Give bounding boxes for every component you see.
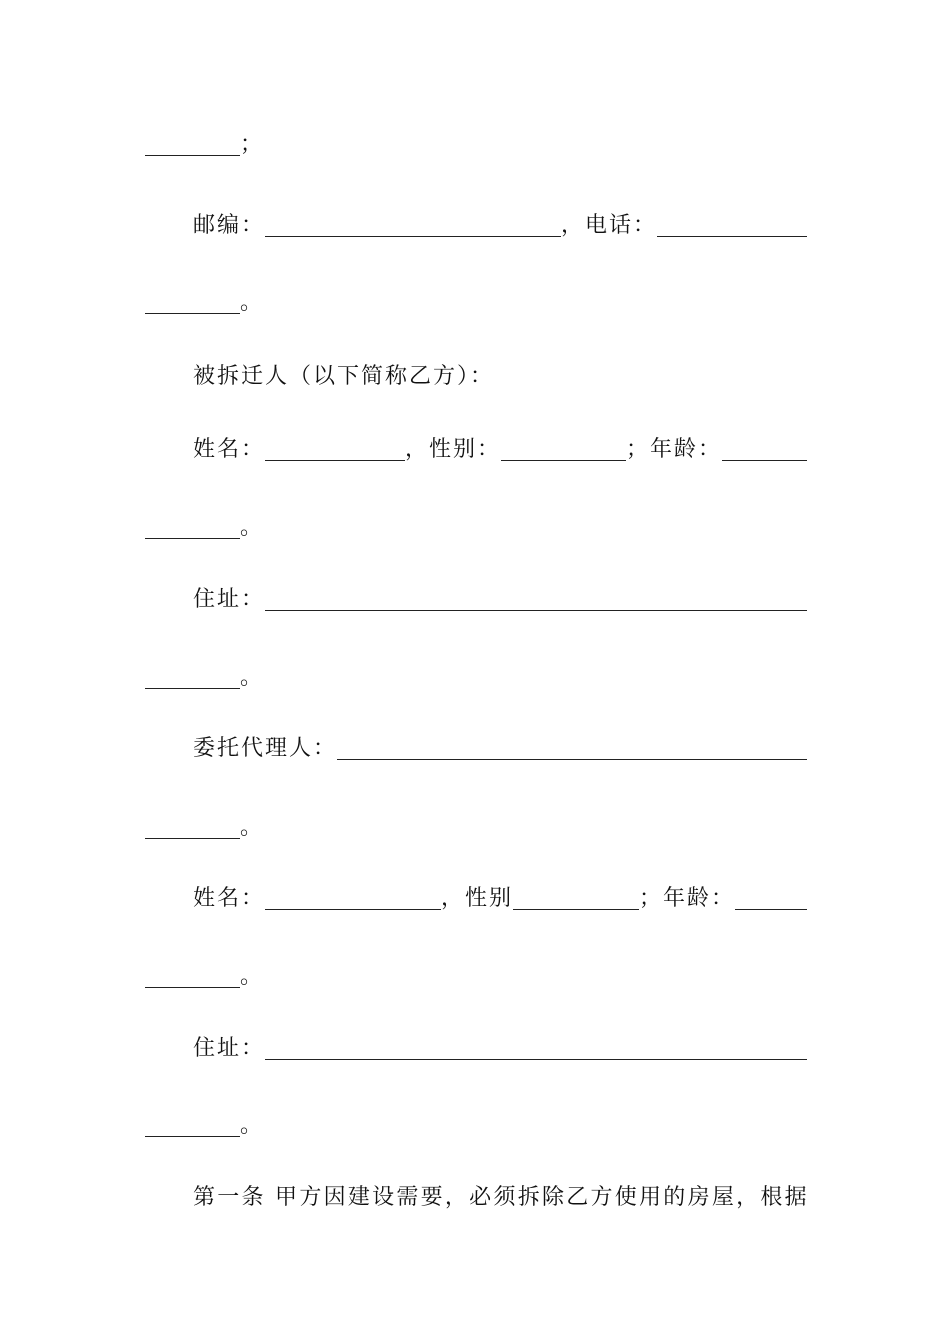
article-one-char: 乙: [566, 1185, 589, 1210]
article-one-char: 用: [639, 1185, 662, 1210]
blank-line-semicolon: [145, 127, 807, 163]
agent-field[interactable]: [337, 735, 807, 760]
article-one-char: 一: [217, 1185, 240, 1210]
gender-label: ，性别: [441, 886, 514, 911]
address-label: 住址：: [193, 587, 266, 612]
article-one-char: 甲: [275, 1185, 298, 1210]
blank-field[interactable]: [145, 963, 240, 988]
line-end-punct: 。: [240, 515, 263, 540]
address-label: 住址：: [193, 1036, 266, 1061]
article-one-char: ，: [736, 1185, 759, 1210]
agent-address-line: [193, 1031, 807, 1067]
blank-line-end: [145, 510, 807, 546]
gender-field[interactable]: [501, 436, 626, 461]
article-one-char: 方: [590, 1185, 613, 1210]
age-label: ；年龄：: [639, 886, 736, 911]
blank-field[interactable]: [145, 131, 240, 156]
age-field[interactable]: [722, 436, 807, 461]
line-end-punct: 。: [240, 1113, 263, 1138]
article-one-line: [193, 1180, 807, 1216]
article-one-char: 使: [614, 1185, 637, 1210]
agent-line: [193, 731, 807, 767]
address-field[interactable]: [265, 586, 807, 611]
blank-field[interactable]: [145, 814, 240, 839]
name-label: 姓名：: [193, 437, 266, 462]
blank-line-end: [145, 810, 807, 846]
blank-line-end: [145, 285, 807, 321]
line-end-punct: 。: [240, 964, 263, 989]
line-end-punct: 。: [240, 665, 263, 690]
article-one-char: 的: [663, 1185, 686, 1210]
article-one-char: 拆: [517, 1185, 540, 1210]
gender-label: ，性别：: [405, 437, 502, 462]
phone-label: ，电话：: [561, 213, 658, 238]
agent-name-gender-age-line: [193, 881, 807, 917]
postcode-field[interactable]: [265, 212, 561, 237]
article-one-char: 根: [760, 1185, 783, 1210]
blank-field[interactable]: [145, 289, 240, 314]
article-one-char: ，: [444, 1185, 467, 1210]
article-one-char: 要: [420, 1185, 443, 1210]
postcode-phone-line: [193, 208, 807, 244]
agent-label: 委托代理人：: [193, 736, 338, 761]
relocatee-address-line: [193, 582, 807, 618]
line-end-punct: 。: [240, 815, 263, 840]
article-one-char: 设: [372, 1185, 395, 1210]
relocatee-name-gender-age-line: [193, 432, 807, 468]
article-one-char: 据: [784, 1185, 807, 1210]
article-one-char: 须: [493, 1185, 516, 1210]
age-field[interactable]: [735, 885, 807, 910]
article-one-text: [193, 1180, 807, 1216]
blank-field[interactable]: [145, 664, 240, 689]
blank-field[interactable]: [145, 514, 240, 539]
article-one-char: 条: [241, 1185, 264, 1210]
name-label: 姓名：: [193, 886, 266, 911]
line-end-punct: ；: [240, 132, 263, 157]
phone-field[interactable]: [657, 212, 807, 237]
article-one-char: 除: [541, 1185, 564, 1210]
article-one-char: 必: [469, 1185, 492, 1210]
postcode-label: 邮编：: [193, 213, 266, 238]
article-one-char: 第: [193, 1185, 216, 1210]
address-field[interactable]: [265, 1035, 807, 1060]
article-one-char: 因: [323, 1185, 346, 1210]
article-one-char: 屋: [711, 1185, 734, 1210]
blank-line-end: [145, 660, 807, 696]
line-end-punct: 。: [240, 290, 263, 315]
blank-field[interactable]: [145, 1112, 240, 1137]
age-label: ；年龄：: [626, 437, 723, 462]
gender-field[interactable]: [513, 885, 639, 910]
blank-line-end: [145, 1108, 807, 1144]
article-one-char: 房: [687, 1185, 710, 1210]
relocatee-heading: [193, 359, 807, 395]
article-one-char: 建: [347, 1185, 370, 1210]
blank-line-end: [145, 959, 807, 995]
relocatee-heading-text: 被拆迁人（以下简称乙方）：: [193, 364, 495, 389]
article-one-char: 方: [299, 1185, 322, 1210]
article-one-char: 需: [396, 1185, 419, 1210]
name-field[interactable]: [265, 436, 405, 461]
article-one-char: [266, 1180, 273, 1216]
name-field[interactable]: [265, 885, 441, 910]
